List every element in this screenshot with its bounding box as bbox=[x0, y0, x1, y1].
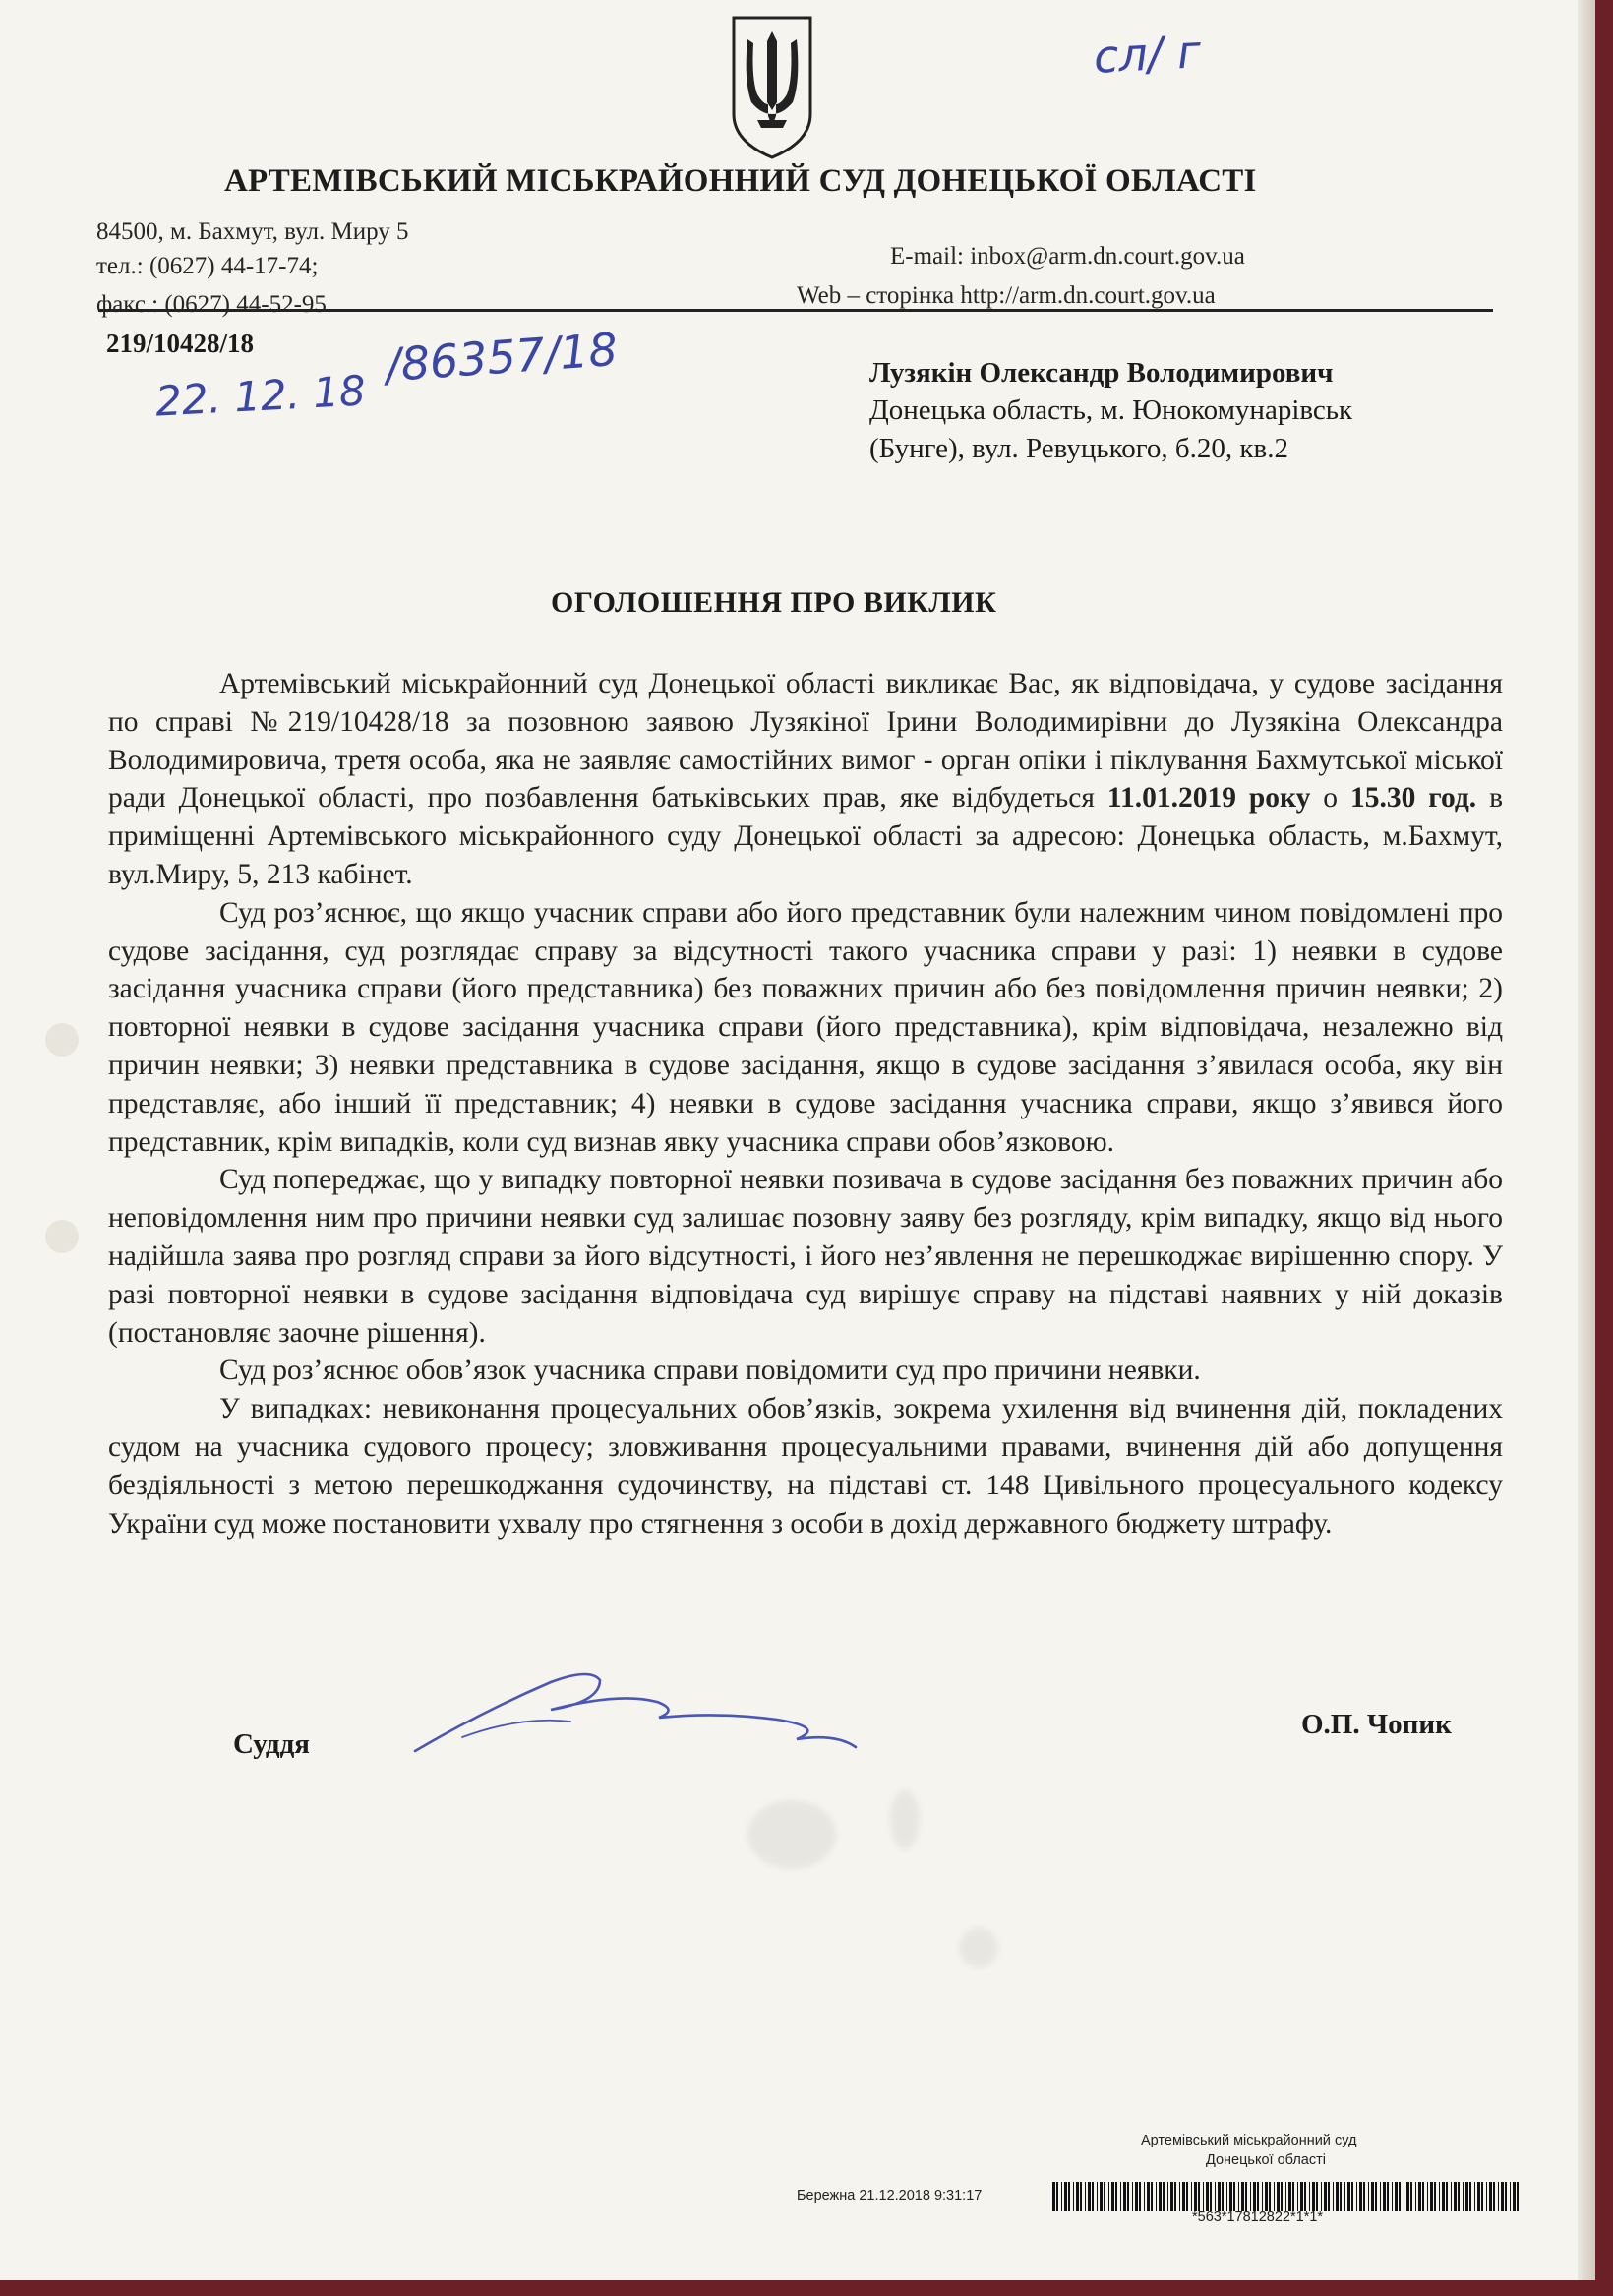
barcode-bar bbox=[1127, 2182, 1129, 2211]
barcode-bar bbox=[1076, 2182, 1079, 2211]
barcode-bar bbox=[1501, 2182, 1504, 2211]
barcode-bar bbox=[1469, 2182, 1471, 2211]
barcode-bar bbox=[1410, 2182, 1412, 2211]
barcode-bar bbox=[1226, 2182, 1227, 2211]
barcode-bar bbox=[1430, 2182, 1433, 2211]
signature-label: Суддя bbox=[233, 1728, 310, 1760]
barcode-bar bbox=[1253, 2182, 1256, 2211]
paragraph-duty-to-notify: Суд роз’яснює обов’язок учасника справи повідомити суд про причини неявки. bbox=[219, 1355, 1201, 1387]
barcode-bar bbox=[1328, 2182, 1330, 2211]
barcode-bar bbox=[1463, 2182, 1464, 2211]
coat-of-arms-emblem bbox=[728, 12, 816, 161]
barcode-bar bbox=[1182, 2182, 1185, 2211]
barcode-bar bbox=[1387, 2182, 1389, 2211]
barcode-bar bbox=[1104, 2182, 1105, 2211]
registry-court-line2: Донецької області bbox=[1206, 2152, 1326, 2168]
barcode-bar bbox=[1406, 2182, 1409, 2211]
barcode-bar bbox=[1108, 2182, 1109, 2211]
recipient-name: Лузякін Олександр Володимирович bbox=[869, 357, 1334, 389]
barcode-bar bbox=[1241, 2182, 1244, 2211]
barcode-bar bbox=[1513, 2182, 1516, 2211]
barcode-bar bbox=[1274, 2182, 1275, 2211]
barcode-bar bbox=[1123, 2182, 1126, 2211]
barcode-bar bbox=[1097, 2182, 1098, 2211]
barcode-bar bbox=[1194, 2182, 1197, 2211]
recipient-address-line2: (Бунге), вул. Ревуцького, б.20, кв.2 bbox=[869, 433, 1288, 464]
hearing-time: 15.30 год. bbox=[1349, 782, 1477, 815]
court-website: Web – сторінка http://arm.dn.court.gov.ua bbox=[797, 282, 1216, 309]
barcode-bar bbox=[1156, 2182, 1157, 2211]
barcode-bar bbox=[1170, 2182, 1173, 2211]
hearing-date: 11.01.2019 року bbox=[1106, 782, 1311, 815]
barcode-bar bbox=[1120, 2182, 1121, 2211]
barcode-bar bbox=[1203, 2182, 1204, 2211]
barcode-bar bbox=[1486, 2182, 1487, 2211]
barcode-bar bbox=[1080, 2182, 1082, 2211]
barcode-bar bbox=[1250, 2182, 1251, 2211]
barcode-bar bbox=[1238, 2182, 1239, 2211]
barcode-bar bbox=[1517, 2182, 1519, 2211]
barcode-bar bbox=[1304, 2182, 1306, 2211]
barcode-bar bbox=[1312, 2182, 1315, 2211]
barcode-bar bbox=[1073, 2182, 1074, 2211]
header-divider bbox=[98, 309, 1493, 312]
barcode-bar bbox=[1064, 2182, 1067, 2211]
barcode-text: *563*17812822*1*1* bbox=[1192, 2209, 1324, 2225]
barcode-bar bbox=[1233, 2182, 1235, 2211]
barcode-bar bbox=[1505, 2182, 1507, 2211]
registry-court-line1: Артемівський міськрайонний суд bbox=[1141, 2133, 1357, 2148]
barcode-bar bbox=[1434, 2182, 1436, 2211]
barcode-bar bbox=[1371, 2182, 1374, 2211]
barcode-bar bbox=[1380, 2182, 1381, 2211]
barcode-bar bbox=[1489, 2182, 1492, 2211]
barcode-bar bbox=[1088, 2182, 1091, 2211]
handwritten-outgoing-number: /86357/18 bbox=[384, 322, 620, 393]
notice-body bbox=[108, 665, 1503, 1542]
barcode-bar bbox=[1368, 2182, 1369, 2211]
barcode-bar bbox=[1135, 2182, 1138, 2211]
barcode-bar bbox=[1218, 2182, 1221, 2211]
barcode-bar bbox=[1336, 2182, 1339, 2211]
barcode-bar bbox=[1477, 2182, 1480, 2211]
barcode-bar bbox=[1115, 2182, 1117, 2211]
barcode-bar bbox=[1257, 2182, 1259, 2211]
barcode-bar bbox=[1498, 2182, 1499, 2211]
barcode-bar bbox=[1446, 2182, 1448, 2211]
barcode-bar bbox=[1451, 2182, 1452, 2211]
handwritten-date: 22. 12. 18 bbox=[153, 366, 367, 426]
barcode-bar bbox=[1056, 2182, 1058, 2211]
punch-hole-mark bbox=[45, 1220, 79, 1253]
barcode-bar bbox=[1481, 2182, 1483, 2211]
barcode-bar bbox=[1052, 2182, 1055, 2211]
barcode-bar bbox=[1147, 2182, 1150, 2211]
barcode-bar bbox=[1427, 2182, 1428, 2211]
barcode-bar bbox=[1510, 2182, 1511, 2211]
barcode-bar bbox=[1454, 2182, 1457, 2211]
barcode bbox=[1052, 2182, 1523, 2211]
barcode-bar bbox=[1316, 2182, 1318, 2211]
barcode-bar bbox=[1100, 2182, 1103, 2211]
recipient-address-line1: Донецька область, м. Юнокомунарівськ bbox=[869, 394, 1353, 426]
barcode-bar bbox=[1191, 2182, 1192, 2211]
barcode-bar bbox=[1288, 2182, 1291, 2211]
barcode-bar bbox=[1269, 2182, 1271, 2211]
page-edge-shadow bbox=[1578, 0, 1595, 2280]
barcode-bar bbox=[1215, 2182, 1216, 2211]
barcode-bar bbox=[1292, 2182, 1294, 2211]
barcode-bar bbox=[1068, 2182, 1070, 2211]
summons-connector: о bbox=[1310, 782, 1350, 815]
barcode-bar bbox=[1229, 2182, 1232, 2211]
barcode-bar bbox=[1245, 2182, 1247, 2211]
barcode-bar bbox=[1163, 2182, 1165, 2211]
court-fax: факс.: (0627) 44-52-95. bbox=[96, 291, 333, 318]
barcode-bar bbox=[1206, 2182, 1209, 2211]
paragraph-plaintiff-warning: Суд попереджає, що у випадку повторної неявки позивача в судове засідання без поважних причин або неповідомлення ним про причини неявки суд залишає позовну заяву без розгляду, крім випадку, якщо від нього надійшла заява про розгляд справи за його відсутності, і його нез’явлення не перешкоджає вирішенню спору. У разі повторної неявки в судове засідання відповідача суд вирішує справу на підставі наявних у ній доказів (постановляє заочне рішення). bbox=[108, 1164, 1503, 1349]
registry-timestamp: Бережна 21.12.2018 9:31:17 bbox=[797, 2188, 983, 2204]
paper-smudge bbox=[959, 1928, 998, 1967]
barcode-bar bbox=[1210, 2182, 1212, 2211]
handwritten-note-top: сл/ г bbox=[1092, 25, 1203, 84]
paragraph-fine-warning: У випадках: невиконання процесуальних обов’язків, зокрема ухилення від вчинення дій, покладених судом на учасника судового процесу; зловживання процесуальними правами, вчинення дій або допущення бездіяльності з метою перешкоджання судочинству, на підставі ст. 148 Цивільного процесуального кодексу України суд може постановити ухвалу про стягнення з особи в дохід державного бюджету штрафу. bbox=[108, 1393, 1503, 1540]
barcode-bar bbox=[1392, 2182, 1393, 2211]
barcode-bar bbox=[1321, 2182, 1322, 2211]
barcode-bar bbox=[1399, 2182, 1401, 2211]
barcode-bar bbox=[1092, 2182, 1094, 2211]
handwritten-signature bbox=[403, 1662, 866, 1771]
barcode-bar bbox=[1309, 2182, 1310, 2211]
barcode-bar bbox=[1174, 2182, 1176, 2211]
barcode-bar bbox=[1347, 2182, 1350, 2211]
barcode-bar bbox=[1186, 2182, 1188, 2211]
barcode-bar bbox=[1465, 2182, 1468, 2211]
barcode-bar bbox=[1198, 2182, 1200, 2211]
barcode-bar bbox=[1085, 2182, 1086, 2211]
court-phone: тел.: (0627) 44-17-74; bbox=[96, 253, 319, 279]
barcode-bar bbox=[1167, 2182, 1168, 2211]
barcode-bar bbox=[1395, 2182, 1398, 2211]
barcode-bar bbox=[1422, 2182, 1424, 2211]
barcode-bar bbox=[1356, 2182, 1357, 2211]
barcode-bar bbox=[1151, 2182, 1153, 2211]
barcode-bar bbox=[1139, 2182, 1141, 2211]
barcode-bar bbox=[1277, 2182, 1280, 2211]
barcode-bar bbox=[1351, 2182, 1353, 2211]
case-number: 219/10428/18 bbox=[106, 329, 255, 358]
paper-smudge bbox=[890, 1790, 920, 1849]
barcode-bar bbox=[1415, 2182, 1416, 2211]
barcode-bar bbox=[1324, 2182, 1327, 2211]
hearing-location: в приміщенні Артемівського міськрайонного суду Донецької області за адресою: Донецька область, м.Бахмут, вул.Миру, 5, 213 кабінет. bbox=[108, 782, 1504, 890]
barcode-bar bbox=[1111, 2182, 1114, 2211]
paper-smudge bbox=[747, 1800, 836, 1869]
barcode-bar bbox=[1179, 2182, 1180, 2211]
barcode-bar bbox=[1132, 2182, 1133, 2211]
barcode-bar bbox=[1265, 2182, 1268, 2211]
barcode-bar bbox=[1333, 2182, 1334, 2211]
barcode-bar bbox=[1383, 2182, 1386, 2211]
paragraph-absence-rules: Суд роз’яснює, що якщо учасник справи або його представник були належним чином повідомлені про судове засідання, суд розглядає справу за відсутності такого учасника справи у разі: 1) неявки в судове засідання учасника справи (його представника) без поважних причин або без повідомлення причин неявки; 2) повторної неявки в судове засідання учасника справи (його представника), крім відповідача, незалежно від причин неявки; 3) неявки представника в судове засідання, якщо в судове засідання з’явилася особа, яку він представляє, або інший її представник; 4) неявки в судове засідання учасника справи, якщо з’явився його представник, крім випадків, коли суд визнав явку учасника справи обов’язковою. bbox=[108, 896, 1503, 1158]
barcode-bar bbox=[1474, 2182, 1475, 2211]
barcode-bar bbox=[1262, 2182, 1263, 2211]
barcode-bar bbox=[1493, 2182, 1495, 2211]
barcode-bar bbox=[1375, 2182, 1377, 2211]
barcode-bar bbox=[1340, 2182, 1342, 2211]
barcode-bar bbox=[1458, 2182, 1460, 2211]
barcode-bar bbox=[1300, 2182, 1303, 2211]
barcode-bar bbox=[1144, 2182, 1145, 2211]
notice-title: ОГОЛОШЕННЯ ПРО ВИКЛИК bbox=[551, 586, 997, 619]
barcode-bar bbox=[1222, 2182, 1224, 2211]
barcode-bar bbox=[1442, 2182, 1445, 2211]
barcode-bar bbox=[1297, 2182, 1298, 2211]
barcode-bar bbox=[1159, 2182, 1162, 2211]
barcode-bar bbox=[1359, 2182, 1362, 2211]
barcode-bar bbox=[1418, 2182, 1421, 2211]
barcode-bar bbox=[1439, 2182, 1440, 2211]
paragraph-summons bbox=[108, 665, 1503, 894]
court-name-heading: АРТЕМІВСЬКИЙ МІСЬКРАЙОННИЙ СУД ДОНЕЦЬКОЇ ОБЛАСТІ bbox=[224, 163, 1257, 199]
barcode-bar bbox=[1344, 2182, 1345, 2211]
barcode-bar bbox=[1363, 2182, 1365, 2211]
court-address: 84500, м. Бахмут, вул. Миру 5 bbox=[96, 218, 409, 245]
barcode-bar bbox=[1061, 2182, 1062, 2211]
court-email: E-mail: inbox@arm.dn.court.gov.ua bbox=[890, 243, 1245, 270]
barcode-bar bbox=[1285, 2182, 1286, 2211]
barcode-bar bbox=[1281, 2182, 1283, 2211]
summons-text: Артемівський міськрайонний суд Донецької області викликає Вас, як відповідача, у судове засідання по справі №219/10428/18 за позовною заявою Лузякіної Ірини Володимирівни до Лузякіна Олександра Володимировича, третя особа, яка не заявляє самостійних вимог - орган опіки і піклування Бахмутської міської ради Донецької області, про позбавлення батьківських прав, яке відбудеться bbox=[108, 668, 1503, 815]
judge-name: О.П. Чопик bbox=[1301, 1709, 1452, 1740]
punch-hole-mark bbox=[45, 1023, 79, 1057]
